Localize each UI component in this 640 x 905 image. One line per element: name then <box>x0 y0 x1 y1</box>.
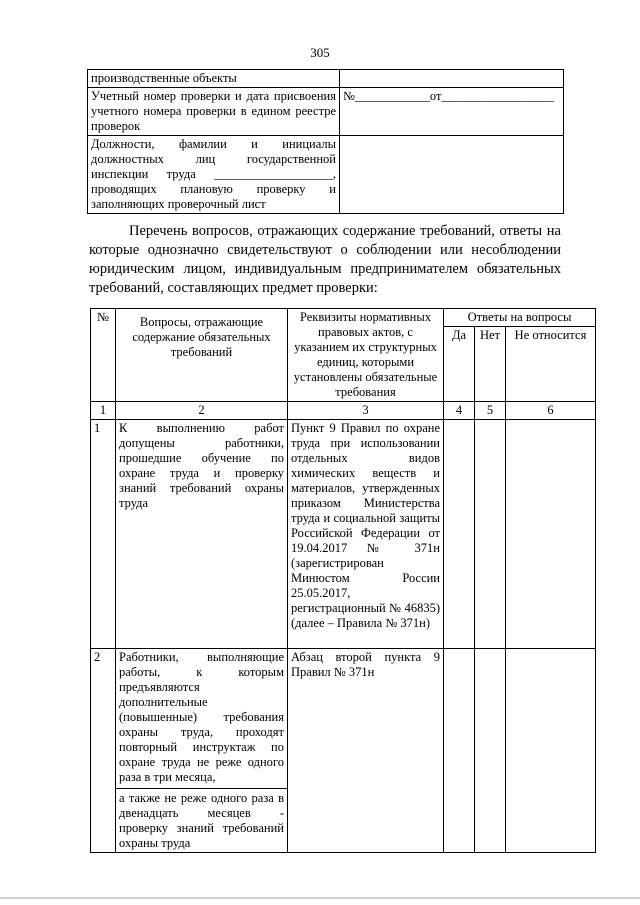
inspection-info-table <box>87 69 564 214</box>
header-question: Вопросы, отражающие содержание обязательных требований <box>116 309 288 402</box>
info-value: №____________от__________________ <box>340 88 564 136</box>
info-label: Должности, фамилии и инициалы должностных лиц государственной инспекции труда ___________________, проводящих плановую проверку и заполняющих проверочный лист <box>88 136 340 214</box>
answer-na-cell[interactable] <box>506 420 596 649</box>
info-value <box>340 136 564 214</box>
column-number: 6 <box>506 402 596 420</box>
table-row <box>91 649 596 853</box>
column-number: 5 <box>475 402 506 420</box>
header-num: № <box>91 309 116 402</box>
row-question: К выполнению работ допущены работники, прошедшие обучение по охране труда и проверку знаний требований охраны труда <box>116 420 288 649</box>
header-requisites: Реквизиты нормативных правовых актов, с указанием их структурных единиц, которыми установлены обязательные требования <box>288 309 444 402</box>
info-row <box>88 136 564 214</box>
column-number: 1 <box>91 402 116 420</box>
column-number-row <box>91 402 596 420</box>
info-label: Учетный номер проверки и дата присвоения учетного номера проверки в едином реестре проверок <box>88 88 340 136</box>
row-question: Работники, выполняющие работы, к которым предъявляются дополнительные (повышенные) требования охраны труда, проходят повторный инструктаж по охране труда не реже одного раза в три месяца, <box>119 650 284 784</box>
table-header-row <box>91 309 596 327</box>
intro-paragraph: Перечень вопросов, отражающих содержание требований, ответы на которые однозначно свидетельствуют о соблюдении или несоблюдении юридическим лицом, индивидуальным предпринимателем обязательных требований, составляющих предмет проверки: <box>89 223 561 296</box>
header-yes: Да <box>444 327 475 402</box>
row-question-extra: а также не реже одного раза в двенадцать месяцев - проверку знаний требований охраны труда <box>116 788 287 851</box>
column-number: 3 <box>288 402 444 420</box>
row-number: 1 <box>91 420 116 649</box>
checklist-table <box>90 308 596 853</box>
answer-yes-cell[interactable] <box>444 420 475 649</box>
info-label: производственные объекты <box>88 70 340 88</box>
header-no: Нет <box>475 327 506 402</box>
header-answers: Ответы на вопросы <box>444 309 596 327</box>
column-number: 4 <box>444 402 475 420</box>
info-row <box>88 70 564 88</box>
row-question-cell <box>116 649 288 853</box>
answer-no-cell[interactable] <box>475 649 506 853</box>
page-number: 305 <box>310 45 330 60</box>
answer-no-cell[interactable] <box>475 420 506 649</box>
answer-yes-cell[interactable] <box>444 649 475 853</box>
info-row <box>88 88 564 136</box>
row-requisites: Абзац второй пункта 9 Правил № 371н <box>288 649 444 853</box>
header-na: Не относится <box>506 327 596 402</box>
table-row <box>91 420 596 649</box>
column-number: 2 <box>116 402 288 420</box>
page-bottom-edge <box>0 897 640 899</box>
info-value <box>340 70 564 88</box>
row-number: 2 <box>91 649 116 853</box>
answer-na-cell[interactable] <box>506 649 596 853</box>
row-requisites: Пункт 9 Правил по охране труда при использовании отдельных видов химических веществ и материалов, утвержденных приказом Министерства труда и социальной защиты Российской Федерации от 19.04.2017 № 371н (зарегистрирован Минюстом России 25.05.2017, регистрационный № 46835) (далее – Правила № 371н) <box>288 420 444 649</box>
